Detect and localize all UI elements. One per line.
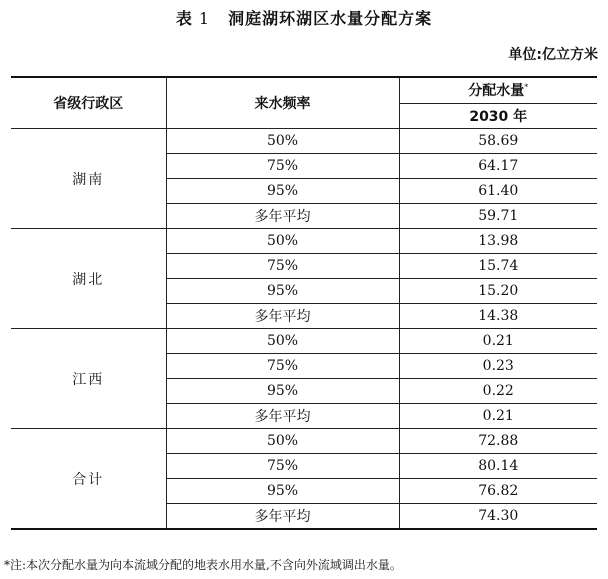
value-cell: 74.30: [399, 504, 597, 530]
value-cell: 15.74: [399, 254, 597, 279]
frequency-cell: 75%: [166, 454, 399, 479]
value-cell: 58.69: [399, 129, 597, 154]
value-cell: 61.40: [399, 179, 597, 204]
value-cell: 76.82: [399, 479, 597, 504]
table-row: [11, 329, 597, 354]
frequency-cell: 95%: [166, 179, 399, 204]
value-cell: 72.88: [399, 429, 597, 454]
value-cell: 0.21: [399, 404, 597, 429]
province-cell: 湖南: [11, 129, 166, 229]
value-cell: 59.71: [399, 204, 597, 229]
value-cell: 0.21: [399, 329, 597, 354]
value-cell: 80.14: [399, 454, 597, 479]
table-row: [11, 129, 597, 154]
header-province: 省级行政区: [11, 77, 166, 129]
frequency-cell: 95%: [166, 479, 399, 504]
footnote: *注:本次分配水量为向本流域分配的地表水用水量,不含向外流域调出水量。: [4, 558, 402, 572]
header-allocation: [399, 77, 597, 103]
province-cell: 湖北: [11, 229, 166, 329]
unit-label: 单位:亿立方米: [508, 47, 598, 63]
table-row: [11, 429, 597, 454]
value-cell: 14.38: [399, 304, 597, 329]
frequency-cell: 95%: [166, 379, 399, 404]
frequency-cell: 多年平均: [166, 504, 399, 530]
frequency-cell: 50%: [166, 229, 399, 254]
table-title: [0, 6, 608, 29]
table-row: [11, 229, 597, 254]
table-body: [11, 129, 597, 530]
header-year-suffix: 年: [513, 108, 528, 125]
table-header: [11, 77, 597, 129]
province-cell: 江西: [11, 329, 166, 429]
footnote-mark: *: [524, 82, 529, 92]
table-number: 1: [198, 9, 211, 28]
frequency-cell: 75%: [166, 154, 399, 179]
frequency-cell: 75%: [166, 254, 399, 279]
header-allocation-text: 分配水量: [468, 83, 525, 100]
frequency-cell: 50%: [166, 429, 399, 454]
value-cell: 13.98: [399, 229, 597, 254]
province-cell: 合计: [11, 429, 166, 530]
frequency-cell: 50%: [166, 329, 399, 354]
header-frequency: 来水频率: [166, 77, 399, 129]
frequency-cell: 多年平均: [166, 204, 399, 229]
header-row: [11, 77, 597, 103]
value-cell: 15.20: [399, 279, 597, 304]
frequency-cell: 多年平均: [166, 304, 399, 329]
header-year: [399, 103, 597, 129]
table-title-text: 洞庭湖环湖区水量分配方案: [228, 9, 433, 28]
value-cell: 0.22: [399, 379, 597, 404]
frequency-cell: 多年平均: [166, 404, 399, 429]
table-label: 表: [175, 9, 193, 28]
value-cell: 0.23: [399, 354, 597, 379]
frequency-cell: 75%: [166, 354, 399, 379]
frequency-cell: 50%: [166, 129, 399, 154]
allocation-table: [11, 76, 597, 530]
header-year-value: 2030: [469, 108, 509, 125]
value-cell: 64.17: [399, 154, 597, 179]
frequency-cell: 95%: [166, 279, 399, 304]
